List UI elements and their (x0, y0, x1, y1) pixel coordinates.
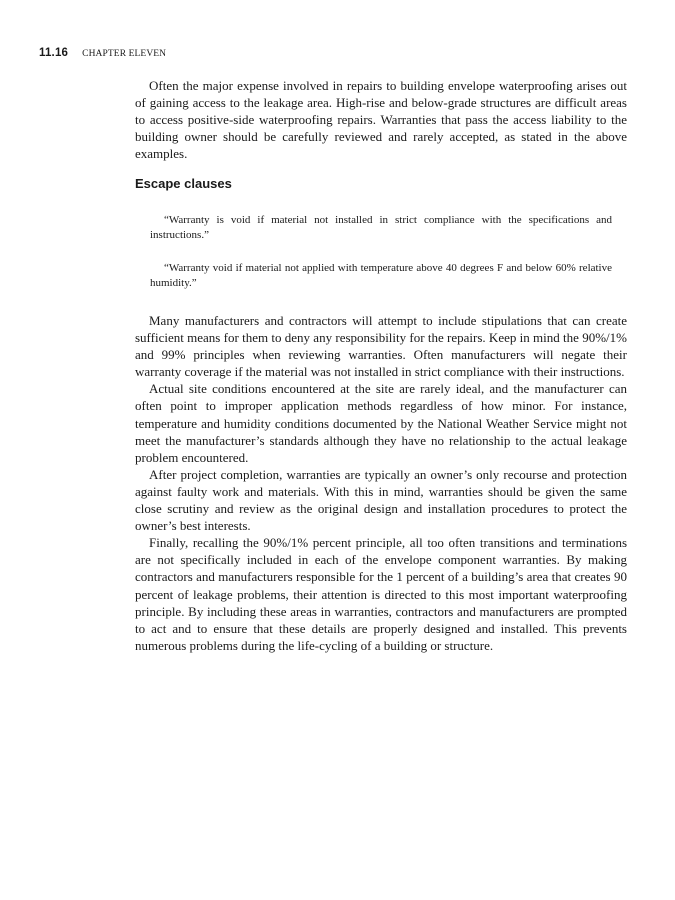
block-quote: “Warranty void if material not applied with temperature above 40 degrees F and below 60% relative humidity.” (150, 262, 612, 289)
intro-paragraph: Often the major expense involved in repairs to building envelope waterproofing arises out of gaining access to the leakage area. High-rise and below-grade structures are difficult areas to access positive-side waterproofing repairs. Warranties that pass the access liability to the building owner should be carefully reviewed and rarely accepted, as stated in the above examples. (135, 78, 627, 162)
body-paragraph: Finally, recalling the 90%/1% percent principle, all too often transitions and terminations are not specifically included in each of the envelope component warranties. By making contractors and manufacturers responsible for the 1 percent of a building’s area that creates 90 percent of leakage problems, their attention is directed to this most important waterproofing principle. By including these areas in warranties, contractors and manufacturers are prompted to act and to ensure that these details are properly designed and installed. This prevents numerous problems during the life-cycling of a building or structure. (135, 535, 627, 653)
body-paragraph: After project completion, warranties are typically an owner’s only recourse and protection against faulty work and materials. With this in mind, warranties should be given the same close scrutiny and review as the original design and installation procedures to protect the owner’s best interests. (135, 466, 627, 534)
chapter-title: CHAPTER ELEVEN (82, 49, 167, 59)
section-body (135, 312, 627, 654)
section-heading: Escape clauses (135, 176, 232, 191)
page-number: 11.16 (39, 47, 69, 59)
body-paragraph: Many manufacturers and contractors will attempt to include stipulations that can create sufficient means for them to deny any responsibility for the repairs. Keep in mind the 90%/1% and 99% principles when reviewing warranties. Often manufacturers will negate their warranty coverage if the material was not installed in strict compliance with their instructions. (135, 313, 627, 380)
body-paragraph: Actual site conditions encountered at the site are rarely ideal, and the manufacturer can often point to improper application methods regardless of how minor. For instance, temperature and humidity conditions documented by the National Weather Service might not meet the manufacturer’s standards although they have no relationship to the actual leakage problem encountered. (135, 381, 627, 465)
block-quote: “Warranty is void if material not installed in strict compliance with the specifications and instructions.” (150, 214, 612, 241)
intro-section (135, 77, 627, 162)
running-head (39, 47, 166, 59)
